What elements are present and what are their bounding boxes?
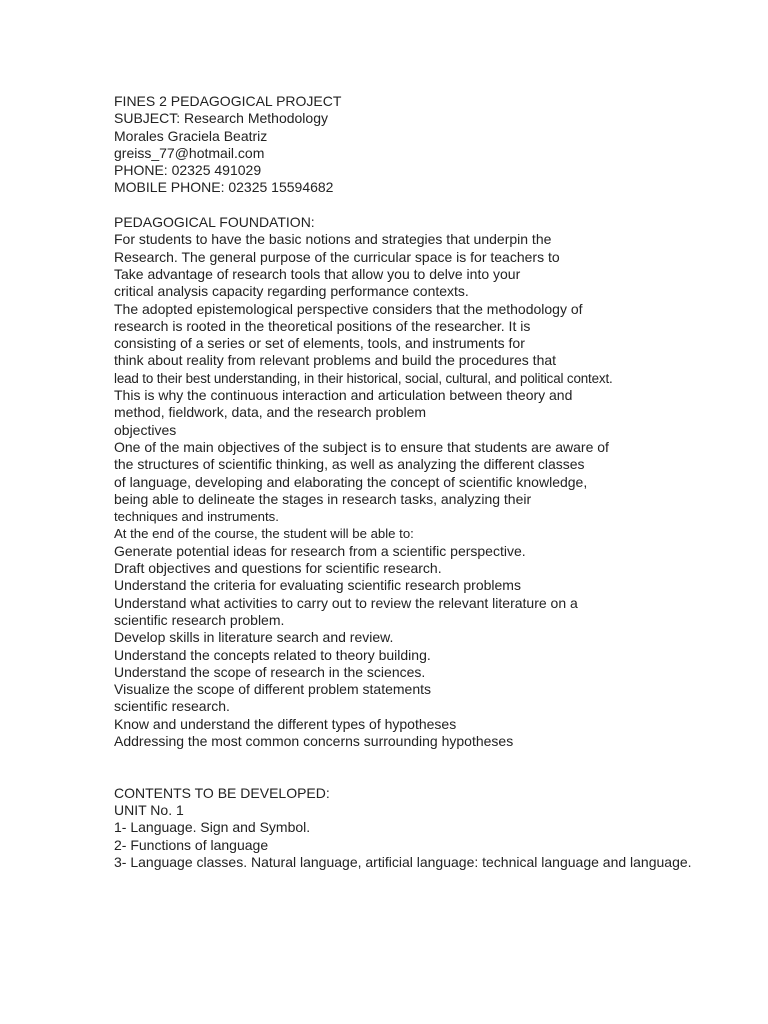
paragraph-line: research is rooted in the theoretical positions of the researcher. It is	[114, 317, 531, 334]
paragraph-line: method, fieldwork, data, and the research problem	[114, 404, 427, 421]
author-name: Morales Graciela Beatriz	[114, 127, 268, 144]
objective-item: scientific research.	[114, 698, 230, 715]
author-email: greiss_77@hotmail.com	[114, 144, 265, 161]
objective-item: Visualize the scope of different problem statements	[114, 681, 431, 698]
subject-line: SUBJECT: Research Methodology	[114, 110, 328, 127]
section-heading: CONTENTS TO BE DEVELOPED:	[114, 784, 330, 801]
unit-heading: UNIT No. 1	[114, 802, 184, 819]
objective-item: Generate potential ideas for research from a scientific perspective.	[114, 542, 526, 559]
phone-line: PHONE: 02325 491029	[114, 162, 262, 179]
header-block	[114, 93, 714, 197]
objective-item: Draft objectives and questions for scientific research.	[114, 560, 442, 577]
paragraph-line: of language, developing and elaborating the concept of scientific knowledge,	[114, 473, 588, 490]
paragraph-line: consisting of a series or set of elements, tools, and instruments for	[114, 335, 525, 352]
mobile-phone-line: MOBILE PHONE: 02325 15594682	[114, 179, 334, 196]
spacer	[114, 750, 714, 785]
objective-item: Understand what activities to carry out to review the relevant literature on a	[114, 594, 578, 611]
paragraph-line: the structures of scientific thinking, as well as analyzing the different classes	[114, 456, 585, 473]
content-item: 2- Functions of language	[114, 836, 269, 853]
spacer	[114, 197, 714, 214]
objective-item: scientific research problem.	[114, 611, 285, 628]
paragraph-line: Take advantage of research tools that allow you to delve into your	[114, 265, 521, 282]
foundation-section	[114, 214, 714, 422]
objectives-intro: At the end of the course, the student will be able to:	[114, 526, 414, 542]
objective-item: Understand the criteria for evaluating scientific research problems	[114, 577, 521, 594]
paragraph-line: being able to delineate the stages in research tasks, analyzing their	[114, 490, 532, 507]
section-heading: objectives	[114, 421, 177, 438]
objectives-section	[114, 422, 714, 751]
objective-item: Understand the scope of research in the sciences.	[114, 663, 426, 680]
section-heading: PEDAGOGICAL FOUNDATION:	[114, 214, 315, 231]
paragraph-line: This is why the continuous interaction and articulation between theory and	[114, 387, 573, 404]
paragraph-line: Research. The general purpose of the curricular space is for teachers to	[114, 248, 560, 265]
content-item: 3- Language classes. Natural language, artificial language: technical language and language.	[114, 854, 692, 871]
paragraph-line: techniques and instruments.	[114, 509, 279, 525]
objective-item: Addressing the most common concerns surrounding hypotheses	[114, 732, 514, 749]
content-item: 1- Language. Sign and Symbol.	[114, 819, 311, 836]
objective-item: Understand the concepts related to theory building.	[114, 646, 431, 663]
paragraph-line: One of the main objectives of the subject is to ensure that students are aware of	[114, 438, 609, 455]
project-title: FINES 2 PEDAGOGICAL PROJECT	[114, 93, 342, 109]
paragraph-line: critical analysis capacity regarding performance contexts.	[114, 283, 469, 300]
paragraph-line: For students to have the basic notions and strategies that underpin the	[114, 231, 552, 248]
paragraph-line: think about reality from relevant problems and build the procedures that	[114, 352, 557, 369]
document-page	[114, 93, 714, 871]
objective-item: Develop skills in literature search and review.	[114, 629, 394, 646]
objective-item: Know and understand the different types of hypotheses	[114, 715, 457, 732]
contents-section	[114, 785, 714, 871]
paragraph-line: The adopted epistemological perspective considers that the methodology of	[114, 300, 583, 317]
paragraph-line: lead to their best understanding, in their historical, social, cultural, and political context.	[114, 370, 613, 386]
